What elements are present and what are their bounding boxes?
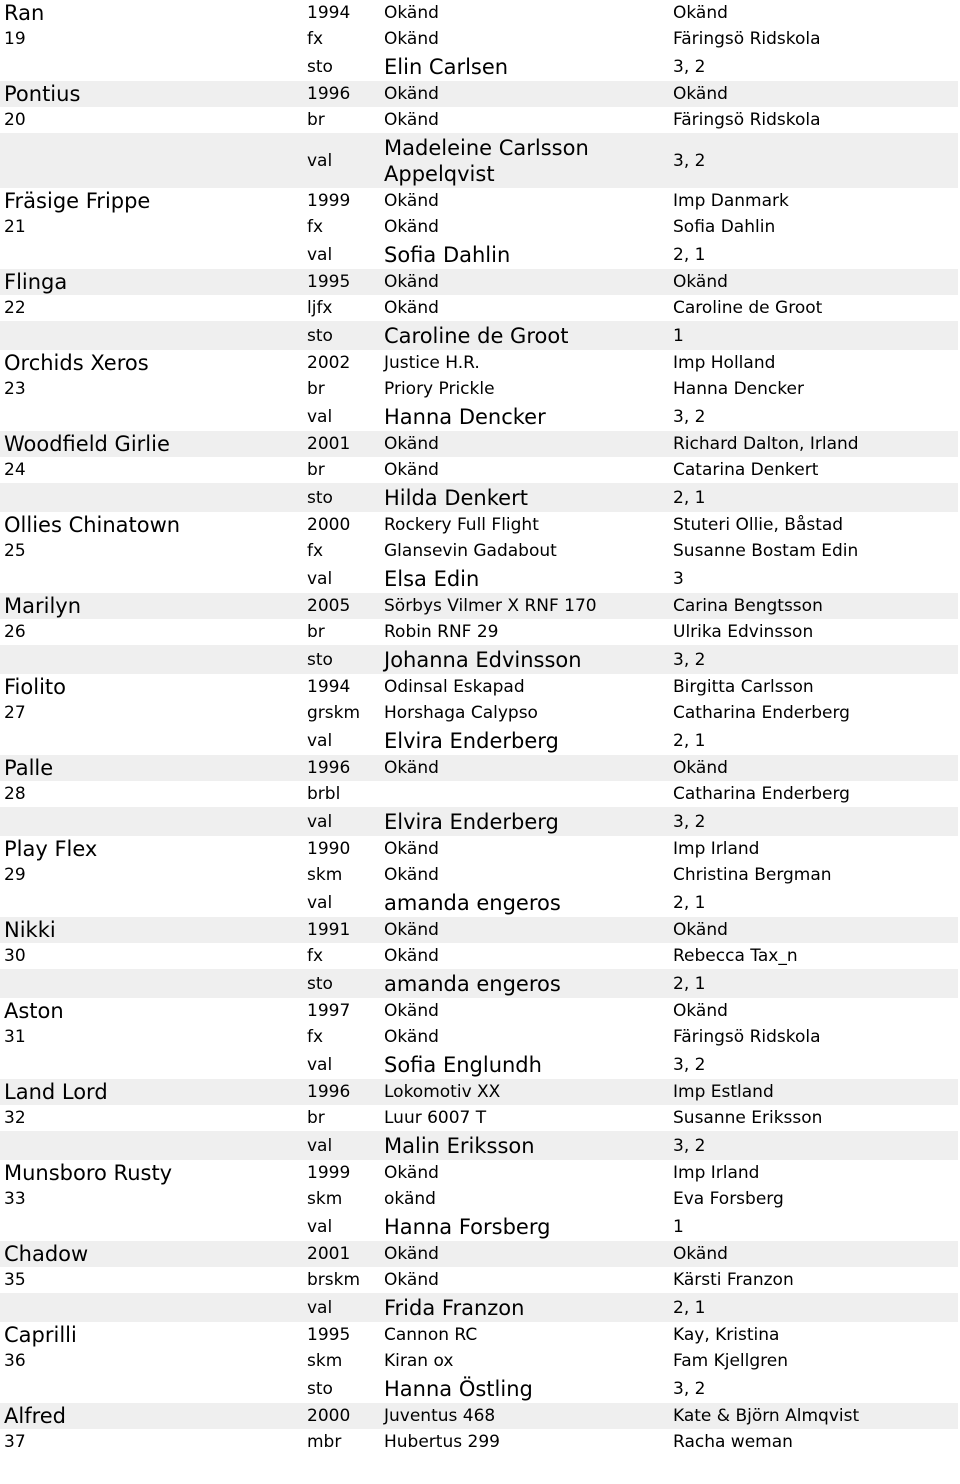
sire: Okänd <box>384 434 439 454</box>
horse-gender: val <box>307 1216 333 1237</box>
owner: Färingsö Ridskola <box>673 1027 821 1047</box>
classes: 3, 2 <box>673 1378 706 1399</box>
horse-gender: sto <box>307 1378 333 1399</box>
entry-row-horse <box>0 81 958 107</box>
horse-gender: sto <box>307 649 333 670</box>
start-number: 22 <box>4 298 26 318</box>
entry-row-rider <box>0 645 958 674</box>
entry-row-horse <box>0 1403 958 1429</box>
classes: 3, 2 <box>673 56 706 77</box>
horse-name: Play Flex <box>4 837 98 861</box>
color-sex: fx <box>307 29 324 49</box>
birth-year: 1999 <box>307 191 351 211</box>
origin: Okänd <box>673 84 728 104</box>
color-sex: br <box>307 110 325 130</box>
classes: 2, 1 <box>673 244 706 265</box>
entry-row-horse <box>0 269 958 295</box>
horse-entry <box>0 0 960 81</box>
rider-name: Elin Carlsen <box>384 54 509 79</box>
entry-row-details <box>0 1024 958 1050</box>
owner: Fam Kjellgren <box>673 1351 789 1371</box>
horse-name: Chadow <box>4 1242 89 1266</box>
entry-row-horse <box>0 1322 958 1348</box>
horse-entry <box>0 512 960 593</box>
sire: Cannon RC <box>384 1325 478 1345</box>
rider-name: Hanna Östling <box>384 1376 533 1401</box>
entry-row-details <box>0 1186 958 1212</box>
entry-row-rider <box>0 564 958 593</box>
horse-entry <box>0 917 960 998</box>
start-number: 20 <box>4 110 26 130</box>
entry-row-details <box>0 700 958 726</box>
horse-gender: val <box>307 568 333 589</box>
color-sex: skm <box>307 865 343 885</box>
rider-name: Hanna Forsberg <box>384 1214 551 1239</box>
color-sex: mbr <box>307 1432 342 1452</box>
owner: Christina Bergman <box>673 865 832 885</box>
horse-entry <box>0 1241 960 1322</box>
classes: 3, 2 <box>673 150 706 171</box>
owner: Susanne Bostam Edin <box>673 541 859 561</box>
horse-entry <box>0 269 960 350</box>
owner: Catarina Denkert <box>673 460 819 480</box>
rider-name: Elsa Edin <box>384 566 480 591</box>
birth-year: 2000 <box>307 1406 351 1426</box>
color-sex: br <box>307 460 325 480</box>
horse-name: Pontius <box>4 82 81 106</box>
origin: Okänd <box>673 1244 728 1264</box>
color-sex: br <box>307 1108 325 1128</box>
origin: Imp Irland <box>673 839 760 859</box>
origin: Okänd <box>673 3 728 23</box>
dam: okänd <box>384 1189 436 1209</box>
birth-year: 1999 <box>307 1163 351 1183</box>
classes: 2, 1 <box>673 1297 706 1318</box>
horse-gender: val <box>307 406 333 427</box>
entry-row-horse <box>0 998 958 1024</box>
entry-row-details <box>0 457 958 483</box>
classes: 3, 2 <box>673 1135 706 1156</box>
start-number: 19 <box>4 29 26 49</box>
dam: Robin RNF 29 <box>384 622 499 642</box>
entry-row-horse <box>0 1079 958 1105</box>
horse-gender: val <box>307 811 333 832</box>
sire: Sörbys Vilmer X RNF 170 <box>384 596 597 616</box>
horse-name: Alfred <box>4 1404 67 1428</box>
entry-row-horse <box>0 350 958 376</box>
origin: Okänd <box>673 272 728 292</box>
birth-year: 2002 <box>307 353 351 373</box>
origin: Kay, Kristina <box>673 1325 780 1345</box>
classes: 2, 1 <box>673 487 706 508</box>
sire: Lokomotiv XX <box>384 1082 501 1102</box>
rider-name: Hanna Dencker <box>384 404 546 429</box>
entry-row-rider <box>0 1293 958 1322</box>
classes: 2, 1 <box>673 973 706 994</box>
entry-row-horse <box>0 674 958 700</box>
horse-name: Ollies Chinatown <box>4 513 181 537</box>
dam: Okänd <box>384 460 439 480</box>
horse-gender: val <box>307 150 333 171</box>
horse-name: Munsboro Rusty <box>4 1161 173 1185</box>
start-number: 27 <box>4 703 26 723</box>
entry-row-details <box>0 376 958 402</box>
horse-entry <box>0 998 960 1079</box>
horse-name: Caprilli <box>4 1323 77 1347</box>
entry-row-details <box>0 1429 958 1455</box>
sire: Okänd <box>384 1001 439 1021</box>
dam: Okänd <box>384 110 439 130</box>
start-number: 29 <box>4 865 26 885</box>
classes: 3 <box>673 568 684 589</box>
color-sex: skm <box>307 1351 343 1371</box>
rider-name: Hilda Denkert <box>384 485 528 510</box>
dam: Kiran ox <box>384 1351 454 1371</box>
birth-year: 2001 <box>307 434 351 454</box>
color-sex: br <box>307 379 325 399</box>
sire: Okänd <box>384 1244 439 1264</box>
entry-row-details <box>0 107 958 133</box>
rider-name: amanda engeros <box>384 890 561 915</box>
owner: Färingsö Ridskola <box>673 29 821 49</box>
entry-row-details <box>0 862 958 888</box>
dam: Horshaga Calypso <box>384 703 538 723</box>
entry-row-details <box>0 295 958 321</box>
entry-row-rider <box>0 240 958 269</box>
sire: Okänd <box>384 920 439 940</box>
dam: Luur 6007 T <box>384 1108 487 1128</box>
classes: 3, 2 <box>673 811 706 832</box>
start-number: 33 <box>4 1189 26 1209</box>
horse-gender: val <box>307 730 333 751</box>
entry-row-rider <box>0 1050 958 1079</box>
birth-year: 1994 <box>307 3 351 23</box>
entry-row-details <box>0 619 958 645</box>
start-number: 37 <box>4 1432 26 1452</box>
sire: Okänd <box>384 84 439 104</box>
sire: Juventus 468 <box>384 1406 496 1426</box>
owner: Catharina Enderberg <box>673 703 850 723</box>
start-number: 23 <box>4 379 26 399</box>
color-sex: fx <box>307 946 324 966</box>
entry-row-horse <box>0 755 958 781</box>
owner: Catharina Enderberg <box>673 784 850 804</box>
entry-row-horse <box>0 836 958 862</box>
dam: Hubertus 299 <box>384 1432 500 1452</box>
horse-name: Flinga <box>4 270 68 294</box>
sire: Odinsal Eskapad <box>384 677 525 697</box>
sire: Okänd <box>384 272 439 292</box>
start-number: 24 <box>4 460 26 480</box>
birth-year: 1995 <box>307 272 351 292</box>
horse-entry <box>0 431 960 512</box>
origin: Okänd <box>673 758 728 778</box>
start-number: 21 <box>4 217 26 237</box>
classes: 1 <box>673 325 684 346</box>
horse-gender: val <box>307 892 333 913</box>
horse-name: Marilyn <box>4 594 82 618</box>
horse-gender: val <box>307 1297 333 1318</box>
birth-year: 2005 <box>307 596 351 616</box>
dam: Okänd <box>384 217 439 237</box>
color-sex: skm <box>307 1189 343 1209</box>
color-sex: grskm <box>307 703 361 723</box>
owner: Kärsti Franzon <box>673 1270 794 1290</box>
entry-row-horse <box>0 1241 958 1267</box>
classes: 3, 2 <box>673 1054 706 1075</box>
horse-entry <box>0 1079 960 1160</box>
origin: Carina Bengtsson <box>673 596 823 616</box>
owner: Ulrika Edvinsson <box>673 622 814 642</box>
classes: 2, 1 <box>673 730 706 751</box>
origin: Imp Holland <box>673 353 776 373</box>
horse-entry <box>0 836 960 917</box>
horse-gender: val <box>307 1054 333 1075</box>
start-number: 32 <box>4 1108 26 1128</box>
entry-row-rider <box>0 807 958 836</box>
dam: Priory Prickle <box>384 379 495 399</box>
horse-entry <box>0 674 960 755</box>
rider-name: Johanna Edvinsson <box>384 647 582 672</box>
dam: Okänd <box>384 865 439 885</box>
entry-row-horse <box>0 512 958 538</box>
entry-row-details <box>0 1105 958 1131</box>
horse-name: Orchids Xeros <box>4 351 149 375</box>
horse-name: Woodfield Girlie <box>4 432 170 456</box>
sire: Okänd <box>384 839 439 859</box>
sire: Okänd <box>384 1163 439 1183</box>
rider-name: Caroline de Groot <box>384 323 569 348</box>
rider-name: Sofia Englundh <box>384 1052 542 1077</box>
dam: Okänd <box>384 1027 439 1047</box>
birth-year: 2000 <box>307 515 351 535</box>
horse-name: Fräsige Frippe <box>4 189 151 213</box>
horse-entry <box>0 188 960 269</box>
sire: Rockery Full Flight <box>384 515 539 535</box>
entry-row-rider <box>0 888 958 917</box>
color-sex: fx <box>307 1027 324 1047</box>
entry-row-horse <box>0 917 958 943</box>
owner: Hanna Dencker <box>673 379 804 399</box>
horse-gender: val <box>307 244 333 265</box>
rider-name: Malin Eriksson <box>384 1133 535 1158</box>
color-sex: brskm <box>307 1270 361 1290</box>
horse-gender: sto <box>307 325 333 346</box>
entry-row-horse <box>0 188 958 214</box>
entry-row-rider <box>0 1131 958 1160</box>
horse-name: Fiolito <box>4 675 66 699</box>
dam: Okänd <box>384 1270 439 1290</box>
birth-year: 1991 <box>307 920 351 940</box>
entry-row-horse <box>0 593 958 619</box>
birth-year: 1996 <box>307 1082 351 1102</box>
horse-name: Nikki <box>4 918 56 942</box>
horse-entry <box>0 350 960 431</box>
entry-row-rider <box>0 133 958 188</box>
sire: Okänd <box>384 758 439 778</box>
horse-entry <box>0 1160 960 1241</box>
sire: Justice H.R. <box>384 353 480 373</box>
entry-row-rider <box>0 321 958 350</box>
rider-name: Sofia Dahlin <box>384 242 511 267</box>
entry-row-details <box>0 26 958 52</box>
birth-year: 1997 <box>307 1001 351 1021</box>
classes: 3, 2 <box>673 649 706 670</box>
start-number: 31 <box>4 1027 26 1047</box>
horse-gender: sto <box>307 973 333 994</box>
horse-gender: sto <box>307 56 333 77</box>
birth-year: 1990 <box>307 839 351 859</box>
owner: Eva Forsberg <box>673 1189 784 1209</box>
owner: Sofia Dahlin <box>673 217 776 237</box>
owner: Susanne Eriksson <box>673 1108 823 1128</box>
entry-row-rider <box>0 1212 958 1241</box>
dam: Okänd <box>384 946 439 966</box>
entry-row-rider <box>0 969 958 998</box>
entry-row-details <box>0 214 958 240</box>
entry-row-details <box>0 781 958 807</box>
sire: Okänd <box>384 191 439 211</box>
entry-row-horse <box>0 0 958 26</box>
birth-year: 1996 <box>307 758 351 778</box>
entry-row-rider <box>0 726 958 755</box>
color-sex: br <box>307 622 325 642</box>
entry-row-details <box>0 1267 958 1293</box>
birth-year: 1995 <box>307 1325 351 1345</box>
dam: Okänd <box>384 298 439 318</box>
origin: Okänd <box>673 1001 728 1021</box>
entry-row-rider <box>0 402 958 431</box>
entry-row-rider <box>0 483 958 512</box>
horse-entry <box>0 1322 960 1403</box>
birth-year: 1996 <box>307 84 351 104</box>
rider-name: amanda engeros <box>384 971 561 996</box>
classes: 3, 2 <box>673 406 706 427</box>
color-sex: fx <box>307 217 324 237</box>
horse-entry <box>0 755 960 836</box>
start-number: 35 <box>4 1270 26 1290</box>
color-sex: brbl <box>307 784 341 804</box>
entry-row-details <box>0 943 958 969</box>
start-number: 30 <box>4 946 26 966</box>
birth-year: 2001 <box>307 1244 351 1264</box>
entry-row-rider <box>0 1374 958 1403</box>
horse-name: Aston <box>4 999 64 1023</box>
dam: Glansevin Gadabout <box>384 541 557 561</box>
owner: Rebecca Tax_n <box>673 946 798 966</box>
classes: 2, 1 <box>673 892 706 913</box>
rider-name: Frida Franzon <box>384 1295 525 1320</box>
rider-name: Madeleine Carlsson Appelqvist <box>384 135 589 186</box>
rider-name: Elvira Enderberg <box>384 809 559 834</box>
start-number: 25 <box>4 541 26 561</box>
sire: Okänd <box>384 3 439 23</box>
owner: Färingsö Ridskola <box>673 110 821 130</box>
horse-gender: sto <box>307 487 333 508</box>
entry-row-details <box>0 538 958 564</box>
origin: Okänd <box>673 920 728 940</box>
birth-year: 1994 <box>307 677 351 697</box>
origin: Richard Dalton, Irland <box>673 434 859 454</box>
origin: Imp Irland <box>673 1163 760 1183</box>
start-number: 28 <box>4 784 26 804</box>
origin: Birgitta Carlsson <box>673 677 814 697</box>
horse-name: Palle <box>4 756 54 780</box>
owner: Caroline de Groot <box>673 298 823 318</box>
start-number: 36 <box>4 1351 26 1371</box>
start-number: 26 <box>4 622 26 642</box>
rider-name: Elvira Enderberg <box>384 728 559 753</box>
entry-row-details <box>0 1348 958 1374</box>
classes: 1 <box>673 1216 684 1237</box>
origin: Kate & Björn Almqvist <box>673 1406 860 1426</box>
horse-gender: val <box>307 1135 333 1156</box>
horse-name: Ran <box>4 1 45 25</box>
horse-entry <box>0 81 960 188</box>
horse-entry <box>0 593 960 674</box>
dam: Okänd <box>384 29 439 49</box>
origin: Stuteri Ollie, Båstad <box>673 515 844 535</box>
owner: Racha weman <box>673 1432 793 1452</box>
entry-row-horse <box>0 431 958 457</box>
horse-name: Land Lord <box>4 1080 108 1104</box>
horse-entry <box>0 1403 960 1484</box>
origin: Imp Estland <box>673 1082 774 1102</box>
entry-row-horse <box>0 1160 958 1186</box>
origin: Imp Danmark <box>673 191 789 211</box>
color-sex: ljfx <box>307 298 333 318</box>
entry-row-rider <box>0 52 958 81</box>
color-sex: fx <box>307 541 324 561</box>
